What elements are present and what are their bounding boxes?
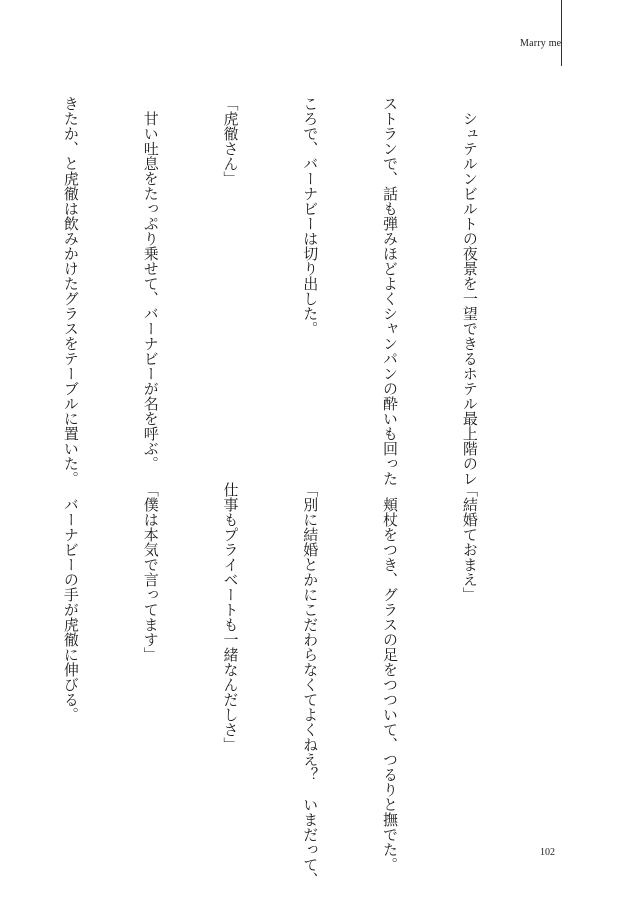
text-line: シュテルンビルトの夜景を一望できるホテル最上階のレ bbox=[460, 96, 479, 486]
header-rule bbox=[561, 0, 562, 66]
text-line bbox=[0, 482, 4, 850]
text-block-bottom bbox=[61, 482, 536, 887]
text-line: 「僕は本気で言ってます」 bbox=[141, 482, 160, 662]
text-line: 「虎徹さん」 bbox=[221, 96, 240, 186]
running-head: Marry me bbox=[520, 38, 562, 49]
text-line: バーナビーの手が虎徹に伸びる。 bbox=[61, 482, 80, 722]
text-line: 仕事もプライベートも一緒なんだしさ」 bbox=[221, 482, 240, 752]
text-line: 「結婚ておまえ」 bbox=[460, 482, 479, 602]
text-line: 甘い吐息をたっぷり乗せて、バーナビーが名を呼ぶ。 bbox=[141, 96, 160, 471]
text-line: 「別に結婚とかにこだわらなくてよくねえ？ いまだって、 bbox=[301, 482, 320, 887]
text-line: ストランで、話も弾みほどよくシャンパンの酔いも回った bbox=[381, 96, 400, 486]
text-line: 頬杖をつき、グラスの足をつついて、つるりと撫でた。 bbox=[381, 482, 400, 872]
text-line: きたか、と虎徹は飲みかけたグラスをテーブルに置いた。 bbox=[61, 96, 80, 486]
text-line: ころで、バーナビーは切り出した。 bbox=[301, 96, 320, 336]
page-number: 102 bbox=[540, 847, 555, 858]
text-block-top bbox=[61, 96, 536, 486]
text-line bbox=[0, 96, 4, 464]
